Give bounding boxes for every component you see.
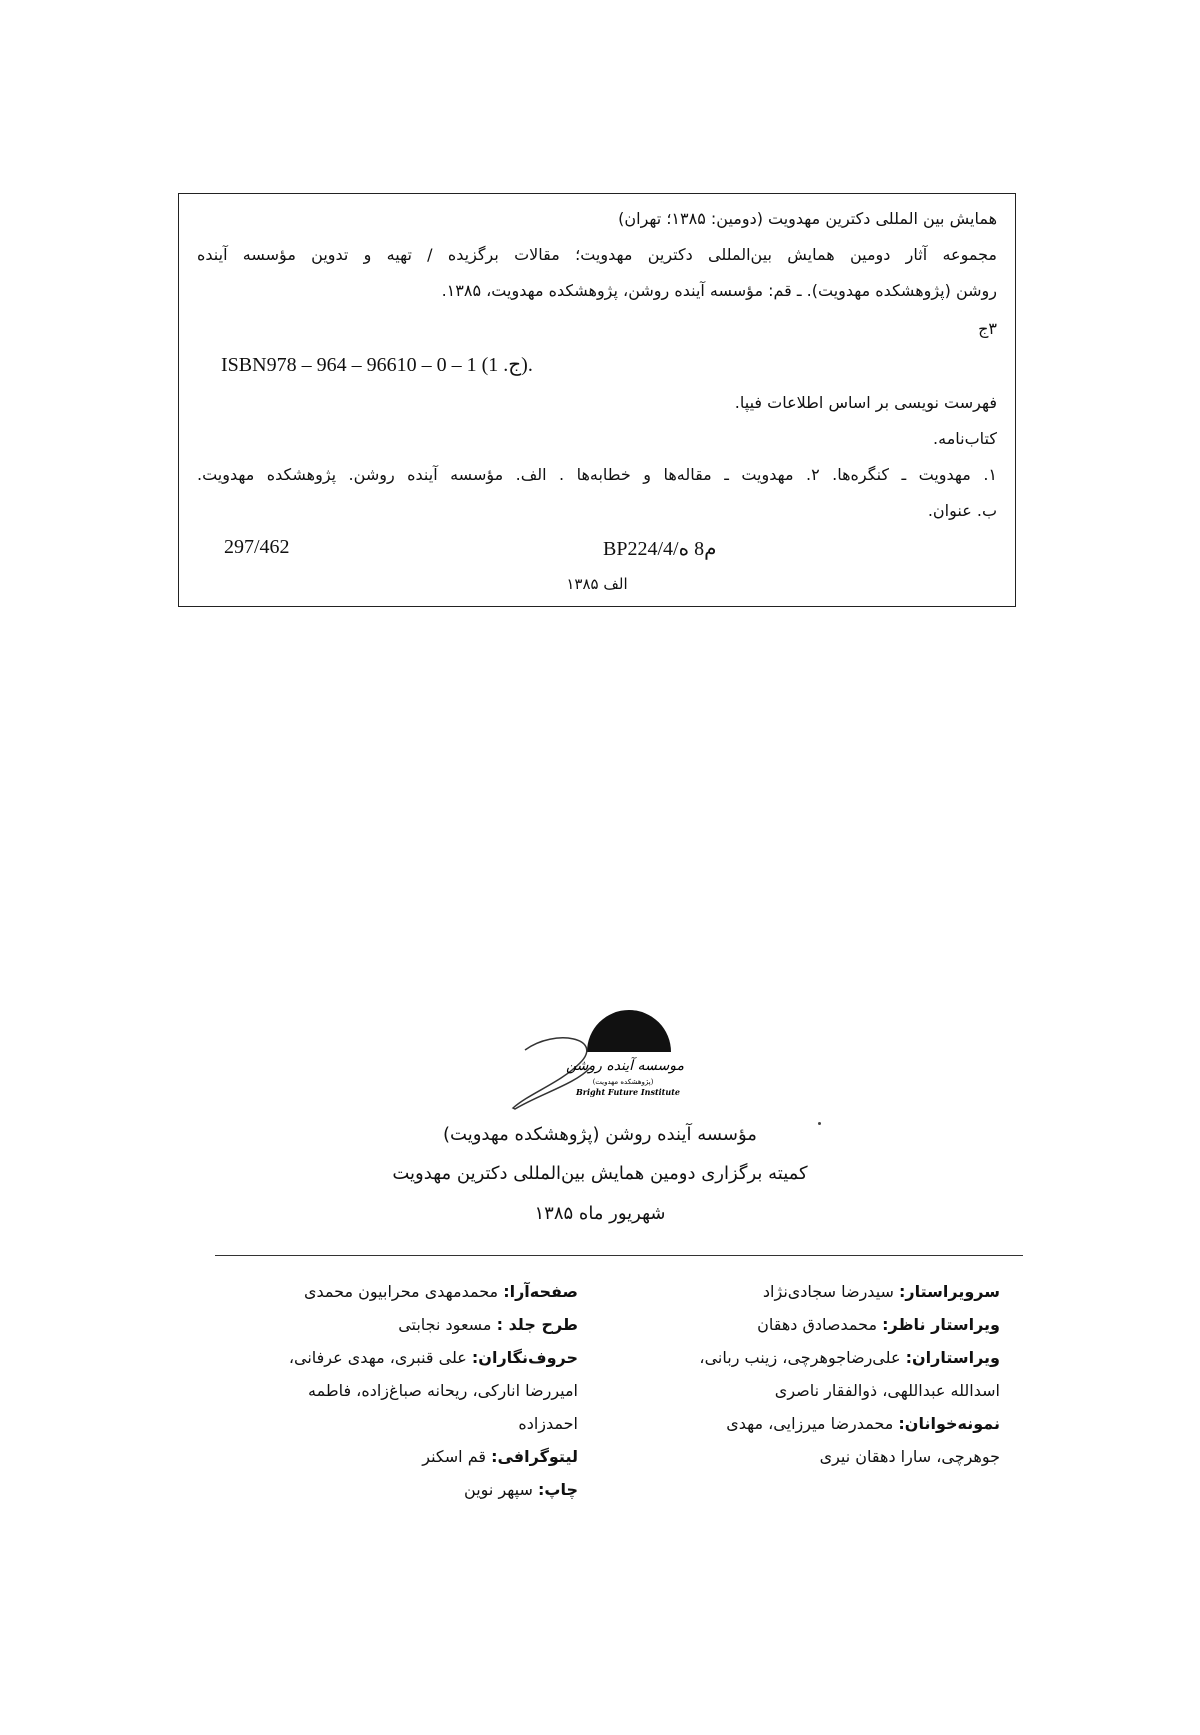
cip-subjects-line-2: ب. عنوان. (927, 501, 997, 520)
credit-supervising-editor: ویراستار ناظر: محمدصادق دهقان (757, 1315, 1000, 1334)
cip-isbn: ISBN978 – 964 – 96610 – 0 – 1 (ج. 1). (221, 354, 533, 376)
cataloging-in-publication-box (178, 193, 1016, 607)
credit-lithography: لیتوگرافی: قم اسکنر (422, 1447, 578, 1466)
cip-dewey-number: 297/462 (224, 536, 290, 558)
cip-volumes: ۳ج (978, 319, 997, 338)
cip-subjects-line-1: ۱. مهدویت ـ کنگره‌ها. ۲. مهدویت ـ مقاله‌ها و خطابه‌ها . الف. مؤسسه آینده روشن. پژوهشکده مهدویت. (197, 465, 997, 484)
logo-english-name: Bright Future Institute (576, 1087, 680, 1097)
publication-date: شهریور ماه ۱۳۸۵ (534, 1203, 666, 1224)
credits-left-column (178, 1275, 578, 1506)
credit-editors: ویراستاران: علی‌رضاجوهرچی، زینب ربانی، (699, 1348, 1000, 1367)
logo-subtitle: (پژوهشکده مهدویت) (592, 1078, 654, 1086)
credit-chief-editor: سرویراستار: سیدرضا سجادی‌نژاد (762, 1282, 1000, 1301)
organizing-committee: کمیته برگزاری دومین همایش بین‌المللی دکترین مهدویت (392, 1163, 808, 1184)
credit-editors-continued: اسدالله عبداللهی، ذوالفقار ناصری (774, 1381, 1000, 1400)
rising-sun-icon (587, 1010, 671, 1052)
cip-bibliography: کتاب‌نامه. (933, 429, 997, 448)
cip-heading: همایش بین المللی دکترین مهدویت (دومین: ۱۳۸۵؛ تهران) (618, 209, 997, 228)
credit-print: چاپ: سپهر نوین (464, 1480, 578, 1499)
credits-right-column (620, 1275, 1000, 1473)
credit-typesetters-continued: امیررضا انارکی، ریحانه صباغ‌زاده، فاطمه (308, 1381, 578, 1400)
cip-title-line-1: مجموعه آثار دومین همایش بین‌المللی دکترین مهدویت؛ مقالات برگزیده / تهیه و تدوین مؤسسه آینده (197, 245, 997, 264)
cip-fipa-note: فهرست نویسی بر اساس اطلاعات فیپا. (734, 393, 997, 412)
divider-line (215, 1255, 1023, 1256)
credit-typesetters-continued-2: احمدزاده (518, 1414, 578, 1433)
credit-typesetters: حروف‌نگاران: علی قنبری، مهدی عرفانی، (288, 1348, 578, 1367)
cip-lc-cutter: الف ۱۳۸۵ (566, 575, 628, 593)
institute-logo (505, 1008, 705, 1118)
credit-layout: صفحه‌آرا: محمدمهدی محرابیون محمدی (303, 1282, 578, 1301)
credit-proofreaders-continued: جوهرچی، سارا دهقان نیری (819, 1447, 1000, 1466)
cip-lc-class: BP224/4/م8 ه (603, 538, 717, 560)
credit-proofreaders: نمونه‌خوانان: محمدرضا میرزایی، مهدی (726, 1414, 1000, 1433)
credit-cover-design: طرح جلد : مسعود نجابتی (398, 1315, 578, 1334)
publisher-name: مؤسسه آینده روشن (پژوهشکده مهدویت) (443, 1124, 757, 1145)
cip-title-line-2: روشن (پژوهشکده مهدویت). ـ قم: مؤسسه آینده روشن، پژوهشکده مهدویت، ۱۳۸۵. (441, 281, 997, 300)
logo-name: موسسه آینده روشن (566, 1058, 684, 1074)
